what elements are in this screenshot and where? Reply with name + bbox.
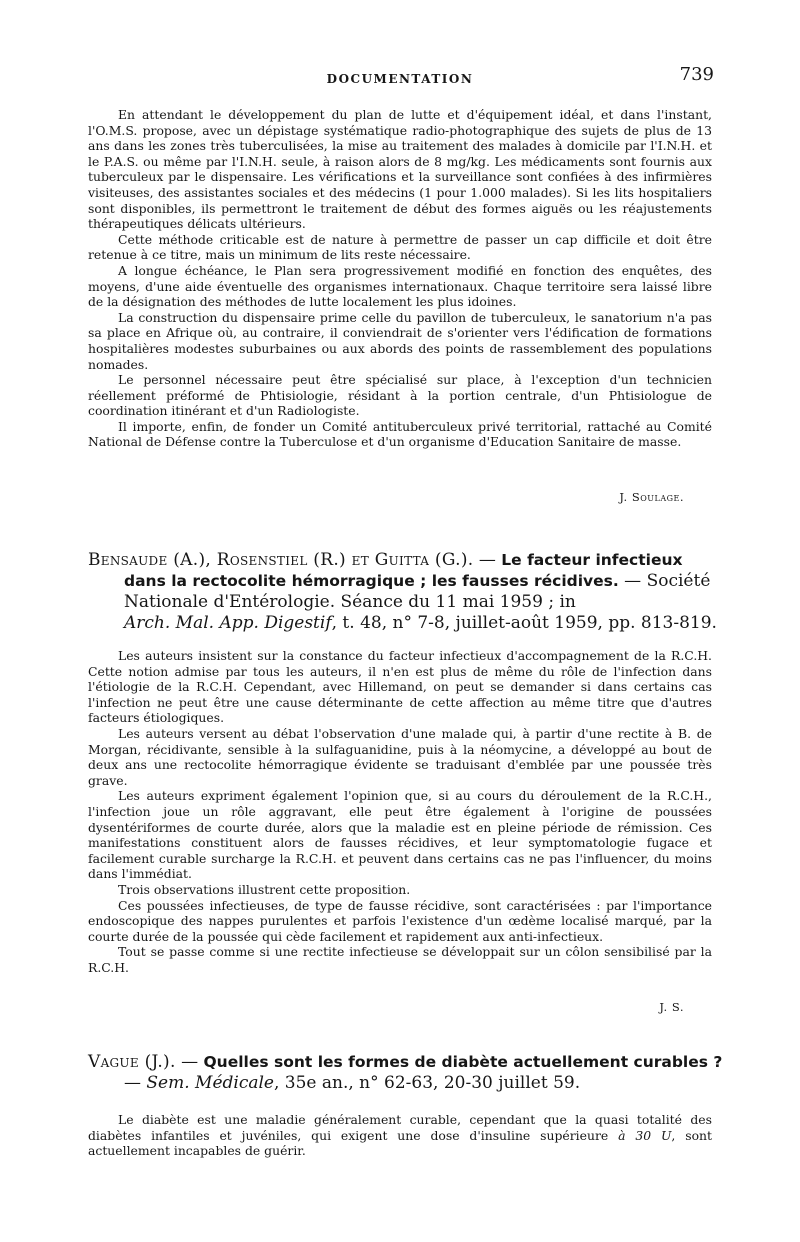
- paragraph-text: , sont actuellement incapables de guérir.: [88, 1127, 712, 1159]
- paragraph: A longue échéance, le Plan sera progressivement modifié en fonction des enquêtes, des moyens, d'une aide éventuelle des organismes internationaux. Chaque territoire sera laissé libre de la désignation des méthodes de lutte localement les plus idoines.: [88, 262, 712, 310]
- paragraph: En attendant le développement du plan de lutte et d'équipement idéal, et dans l'instant, l'O.M.S. propose, avec un dépistage systématique radio-photographique des sujets de plus de 13 ans dans les zones très tuberculisées, la mise au traitement des malades à domicile par l'I.N.H. et le P.A.S. ou même par l'I.N.H. seule, à raison alors de 8 mg/kg. Les médicaments sont fournis aux tuberculeux par le dispensaire. Les vérifications et la surveillance sont confiées à des infirmières visiteuses, des assistantes sociales et des médecins (1 pour 1.000 malades). Si les lits hospitaliers sont disponibles, ils permettront le traitement de début des formes aiguës ou les réajustements thérapeutiques délicats ultérieurs.: [88, 107, 712, 232]
- section3-text: [88, 1112, 712, 1159]
- paragraph-emphasis: à 30 U: [618, 1127, 672, 1143]
- reference-dash: —: [473, 550, 502, 570]
- paragraph: Ces poussées infectieuses, de type de fausse récidive, sont caractérisées : par l'importance endoscopique des nappes purulentes et parfois l'existence d'un œdème localisé marqué, par la courte durée de la poussée qui cède facilement et rapidement aux anti-infectieux.: [88, 897, 712, 944]
- paragraph: [88, 1112, 712, 1159]
- section1-signature: J. Soulage.: [619, 490, 684, 504]
- paragraph: Les auteurs insistent sur la constance du facteur infectieux d'accompagnement de la R.C.H. Cette notion admise par tous les auteurs, il n'en est plus de même du rôle de l'infection dans l'étiologie de la R.C.H. Cependant, avec Hillemand, on peut se demander si dans certains cas l'infection ne peut être une cause déterminante de cette affection au même titre que d'autres facteurs étiologiques.: [88, 648, 712, 726]
- paragraph: Les auteurs versent au débat l'observation d'une malade qui, à partir d'une rectite à B. de Morgan, récidivante, sensible à la sulfaguanidine, puis à la néomycine, a développé au bout de deux ans une rectocolite hémorragique évidente se traduisant d'emblée par une poussée très grave.: [88, 725, 712, 788]
- paragraph: Les auteurs expriment également l'opinion que, si au cours du déroulement de la R.C.H., l'infection joue un rôle aggravant, elle peut être également à l'origine de poussées dysentériformes de courte durée, alors que la maladie est en pleine période de rémission. Ces manifestations constituent alors de fausses récidives, et leur symptomatologie fugace et facilement curable surcharge la R.C.H. et peuvent dans certains cas ne pas l'influencer, du moins dans l'immédiat.: [88, 788, 712, 882]
- reference-journal: Arch. Mal. App. Digestif: [124, 613, 332, 633]
- reference-journal: Sem. Médicale: [146, 1073, 274, 1093]
- section2-reference: [88, 550, 717, 634]
- section2-signature: J. S.: [659, 1000, 684, 1014]
- reference-authors: Bensaude (A.), Rosenstiel (R.) et Guitta (G.).: [88, 550, 474, 570]
- page-number: 739: [679, 64, 714, 85]
- reference-source: , t. 48, n° 7-8, juillet-août 1959, pp. 813-819.: [331, 613, 717, 633]
- paragraph: Le personnel nécessaire peut être spécialisé sur place, à l'exception d'un technicien réellement préformé de Phtisiologie, résidant à la portion centrale, d'un Phtisiologue de coordination itinérant et d'un Radiologiste.: [88, 372, 712, 419]
- reference-dash: —: [124, 1073, 147, 1093]
- reference-authors: Vague (J.).: [88, 1052, 176, 1072]
- reference-dash: —: [175, 1052, 204, 1072]
- reference-source: Nationale d'Entérologie. Séance du 11 mai 1959 ; in: [124, 592, 576, 612]
- reference-source: , 35e an., n° 62-63, 20-30 juillet 59.: [273, 1073, 581, 1093]
- paragraph: Trois observations illustrent cette proposition.: [118, 881, 411, 897]
- section3-reference: [88, 1052, 723, 1094]
- reference-source: — Société: [618, 571, 711, 591]
- reference-title: Quelles sont les formes de diabète actuellement curables ?: [203, 1053, 723, 1071]
- paragraph-text: Le diabète est une maladie généralement curable, cependant que la quasi totalité des diabètes infantiles et juvéniles, qui exigent une dose d'insuline supérieure: [88, 1112, 712, 1143]
- section2-text: [88, 648, 712, 975]
- paragraph: Il importe, enfin, de fonder un Comité antituberculeux privé territorial, rattaché au Comité National de Défense contre la Tuberculose et d'un organisme d'Education Sanitaire de masse.: [88, 418, 712, 450]
- paragraph: La construction du dispensaire prime celle du pavillon de tuberculeux, le sanatorium n'a pas sa place en Afrique où, au contraire, il conviendrait de s'orienter vers l'édification de formations hospitalières modestes suburbaines ou aux abords des points de rassemblement des populations nomades.: [88, 309, 712, 372]
- paragraph: Cette méthode criticable est de nature à permettre de passer un cap difficile et doit être retenue à ce titre, mais un minimum de lits reste nécessaire.: [88, 231, 712, 263]
- paragraph: Tout se passe comme si une rectite infectieuse se développait sur un côlon sensibilisé par la R.C.H.: [88, 944, 712, 975]
- section1-text: [88, 107, 712, 450]
- reference-title: Le facteur infectieux: [501, 551, 683, 569]
- running-header-title: DOCUMENTATION: [326, 72, 474, 86]
- reference-title: dans la rectocolite hémorragique ; les fausses récidives.: [124, 572, 619, 590]
